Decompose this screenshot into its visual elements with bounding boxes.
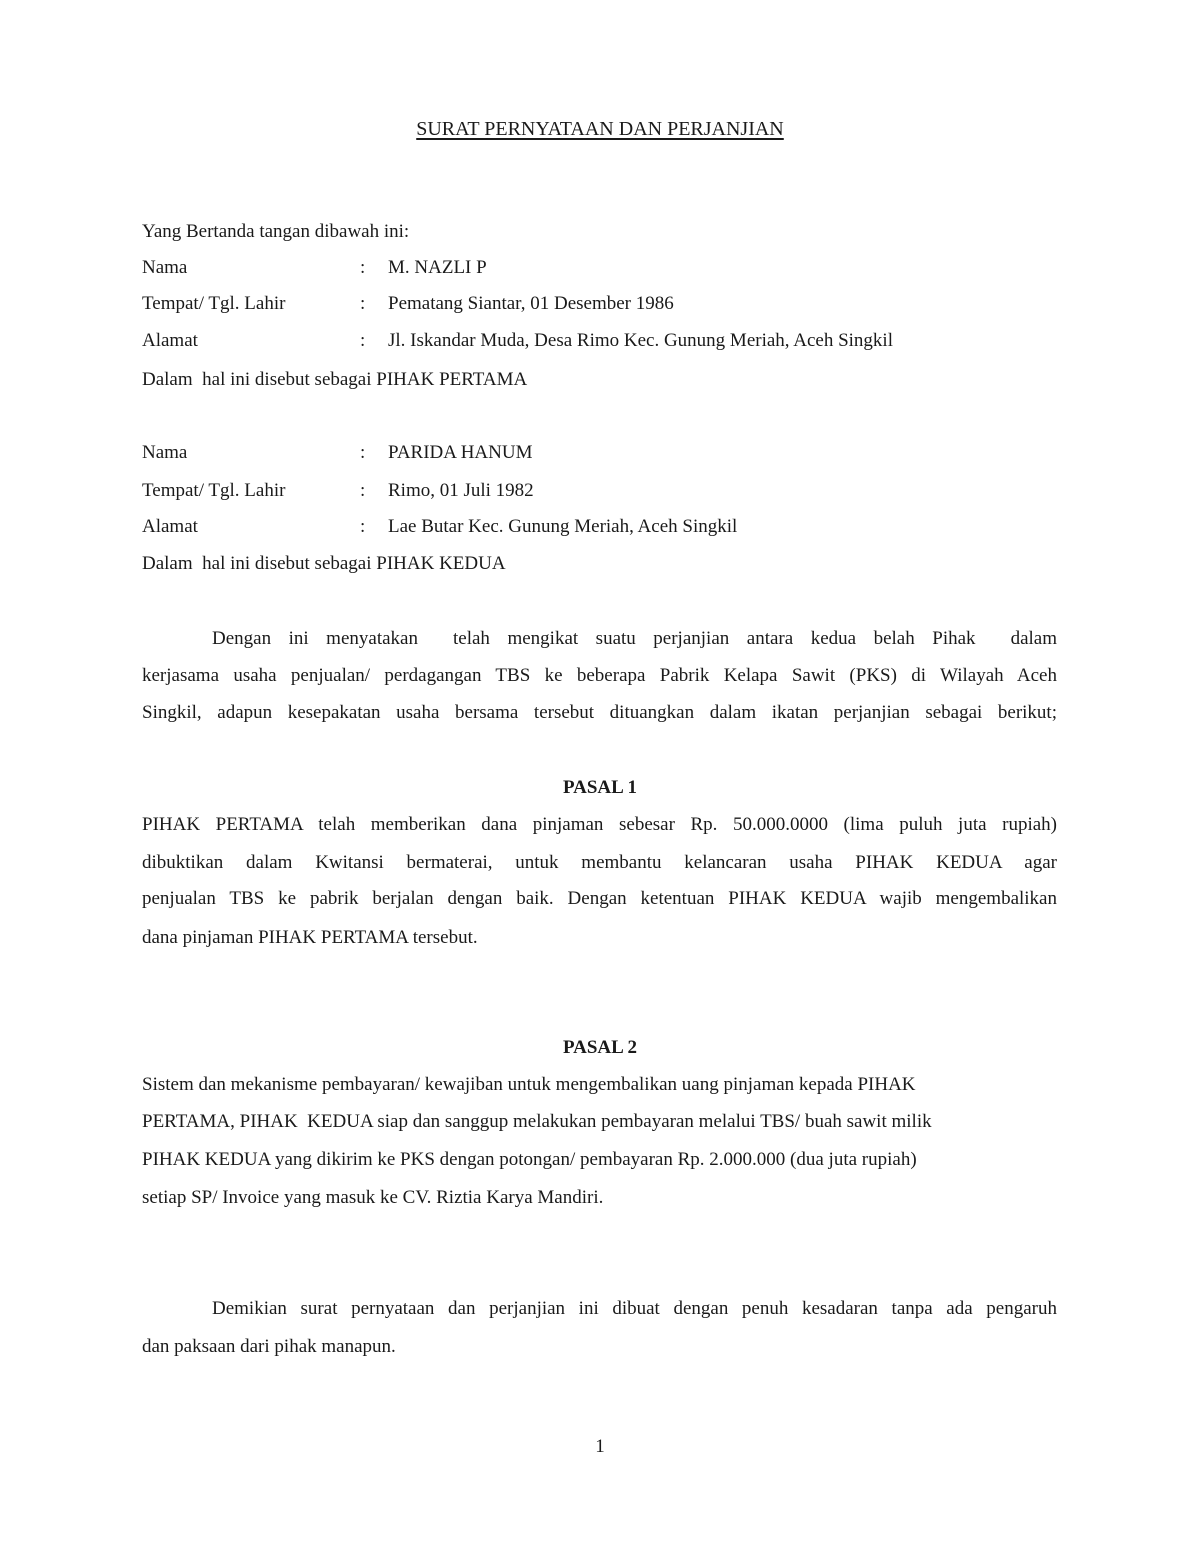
party2-name-colon: : — [360, 442, 366, 463]
party1-name-label: Nama — [142, 257, 188, 278]
closing-line-1: Demikian surat pernyataan dan perjanjian ini dibuat dengan penuh kesadaran tanpa ada pengaruh — [212, 1298, 1057, 1319]
pasal-2-line-1: Sistem dan mekanisme pembayaran/ kewajiban untuk mengembalikan uang pinjaman kepada PIHAK — [142, 1074, 916, 1095]
pasal-2-line-4: setiap SP/ Invoice yang masuk ke CV. Riztia Karya Mandiri. — [142, 1187, 604, 1208]
document-title: SURAT PERNYATAAN DAN PERJANJIAN — [416, 118, 784, 140]
party1-birth-value: Pematang Siantar, 01 Desember 1986 — [388, 293, 674, 314]
pasal-2-line-3: PIHAK KEDUA yang dikirim ke PKS dengan potongan/ pembayaran Rp. 2.000.000 (dua juta rupiah) — [142, 1149, 917, 1170]
party2-address-colon: : — [360, 516, 366, 537]
party1-birth-label: Tempat/ Tgl. Lahir — [142, 293, 286, 314]
party1-address-value: Jl. Iskandar Muda, Desa Rimo Kec. Gunung Meriah, Aceh Singkil — [388, 330, 893, 351]
party1-role: Dalam hal ini disebut sebagai PIHAK PERTAMA — [142, 369, 528, 390]
party2-role: Dalam hal ini disebut sebagai PIHAK KEDUA — [142, 553, 506, 574]
pasal-2-line-2: PERTAMA, PIHAK KEDUA siap dan sanggup melakukan pembayaran melalui TBS/ buah sawit milik — [142, 1111, 932, 1132]
intro-text: Yang Bertanda tangan dibawah ini: — [142, 221, 410, 242]
party2-birth-colon: : — [360, 480, 366, 501]
party2-birth-value: Rimo, 01 Juli 1982 — [388, 480, 534, 501]
closing-line-2: dan paksaan dari pihak manapun. — [142, 1336, 396, 1357]
party2-name-label: Nama — [142, 442, 188, 463]
statement-line-1: Dengan ini menyatakan telah mengikat suatu perjanjian antara kedua belah Pihak dalam — [212, 628, 1057, 649]
pasal-1-heading: PASAL 1 — [562, 777, 638, 798]
pasal-1-line-2: dibuktikan dalam Kwitansi bermaterai, untuk membantu kelancaran usaha PIHAK KEDUA agar — [142, 852, 1057, 873]
pasal-2-heading: PASAL 2 — [562, 1037, 638, 1058]
pasal-1-line-3: penjualan TBS ke pabrik berjalan dengan baik. Dengan ketentuan PIHAK KEDUA wajib mengembalikan — [142, 888, 1057, 909]
pasal-1-line-1: PIHAK PERTAMA telah memberikan dana pinjaman sebesar Rp. 50.000.0000 (lima puluh juta rupiah) — [142, 814, 1057, 835]
party2-birth-label: Tempat/ Tgl. Lahir — [142, 480, 286, 501]
party1-name-value: M. NAZLI P — [388, 257, 487, 278]
pasal-1-line-4: dana pinjaman PIHAK PERTAMA tersebut. — [142, 927, 478, 948]
statement-line-2: kerjasama usaha penjualan/ perdagangan TBS ke beberapa Pabrik Kelapa Sawit (PKS) di Wilayah Aceh — [142, 665, 1057, 686]
party1-address-label: Alamat — [142, 330, 198, 351]
party2-address-label: Alamat — [142, 516, 198, 537]
party2-name-value: PARIDA HANUM — [388, 442, 533, 463]
party1-name-colon: : — [360, 257, 366, 278]
party2-address-value: Lae Butar Kec. Gunung Meriah, Aceh Singkil — [388, 516, 738, 537]
party1-address-colon: : — [360, 330, 366, 351]
party1-birth-colon: : — [360, 293, 366, 314]
page-number: 1 — [595, 1436, 605, 1457]
statement-line-3: Singkil, adapun kesepakatan usaha bersama tersebut dituangkan dalam ikatan perjanjian sebagai berikut; — [142, 702, 1057, 723]
